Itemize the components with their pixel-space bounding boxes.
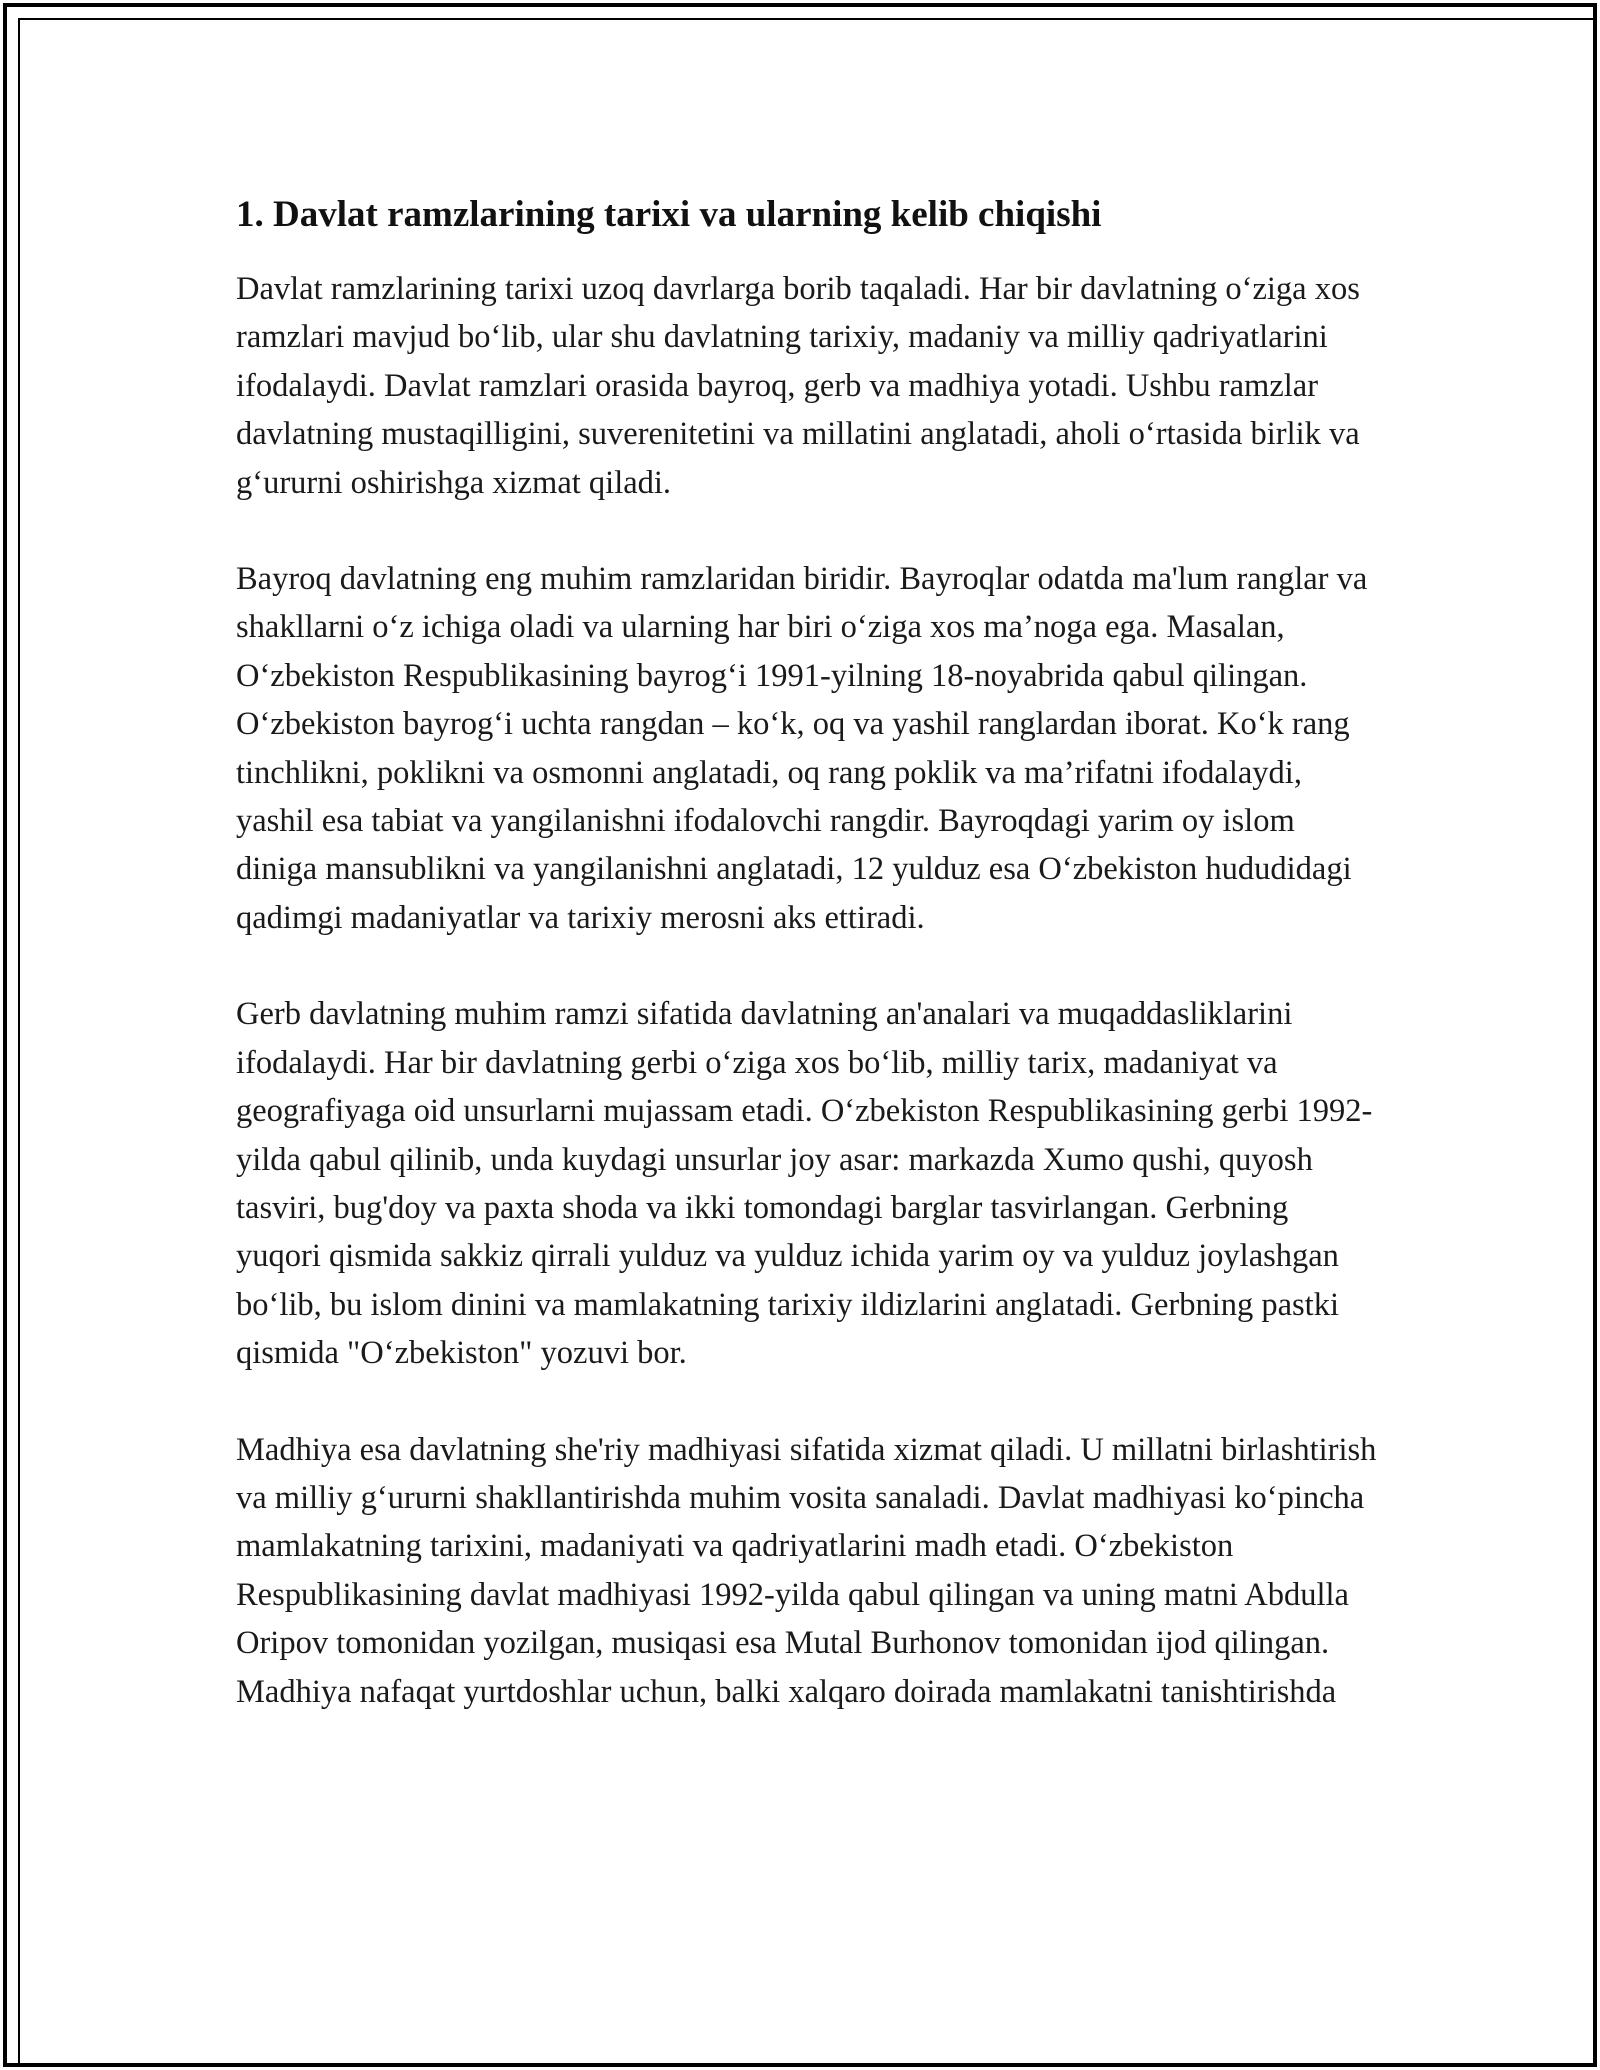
paragraph-flag: Bayroq davlatning eng muhim ramzlaridan biridir. Bayroqlar odatda ma'lum ranglar va shakllarni o‘z ichiga oladi va ularning har biri o‘ziga xos ma’noga ega. Masalan, O‘zbekiston Respublikasining bayrog‘i 1991-yilning 18-noyabrida qabul qilingan. O‘zbekiston bayrog‘i uchta rangdan – ko‘k, oq va yashil ranglardan iborat. Ko‘k rang tinchlikni, poklikni va osmonni anglatadi, oq rang poklik va ma’rifatni ifodalaydi, yashil esa tabiat va yangilanishni ifodalovchi rangdir. Bayroqdagi yarim oy islom diniga mansublikni va yangilanishni anglatadi, 12 yulduz esa O‘zbekiston hududidagi qadimgi madaniyatlar va tarixiy merosni aks ettiradi. — [236, 561, 1368, 936]
document-body — [236, 185, 1381, 1764]
section-heading: 1. Davlat ramzlarining tarixi va ularning kelib chiqishi — [236, 194, 1102, 235]
paragraph-intro: Davlat ramzlarining tarixi uzoq davrlarga borib taqaladi. Har bir davlatning o‘ziga xos ramzlari mavjud bo‘lib, ular shu davlatning tarixiy, madaniy va milliy qadriyatlarini ifodalaydi. Davlat ramzlari orasida bayroq, gerb va madhiya yotadi. Ushbu ramzlar davlatning mustaqilligini, suverenitetini va millatini anglatadi, aholi o‘rtasida birlik va g‘ururni oshirishga xizmat qiladi. — [236, 271, 1360, 501]
paragraph-emblem: Gerb davlatning muhim ramzi sifatida davlatning an'analari va muqaddasliklarini ifodalaydi. Har bir davlatning gerbi o‘ziga xos bo‘lib, milliy tarix, madaniyat va geografiyaga oid unsurlarni mujassam etadi. O‘zbekiston Respublikasining gerbi 1992-yilda qabul qilinib, unda kuydagi unsurlar joy asar: markazda Xumo qushi, quyosh tasviri, bug'doy va paxta shoda va ikki tomondagi barglar tasvirlangan. Gerbning yuqori qismida sakkiz qirrali yulduz va yulduz ichida yarim oy va yulduz joylashgan bo‘lib, bu islom dinini va mamlakatning tarixiy ildizlarini anglatadi. Gerbning pastki qismida "O‘zbekiston" yozuvi bor. — [236, 996, 1373, 1372]
paragraph-anthem: Madhiya esa davlatning she'riy madhiyasi sifatida xizmat qiladi. U millatni birlashtirish va milliy g‘ururni shakllantirishda muhim vosita sanaladi. Davlat madhiyasi ko‘pincha mamlakatning tarixini, madaniyati va qadriyatlarini madh etadi. O‘zbekiston Respublikasining davlat madhiyasi 1992-yilda qabul qilingan va uning matni Abdulla Oripov tomonidan yozilgan, musiqasi esa Mutal Burhonov tomonidan ijod qilingan. Madhiya nafaqat yurtdoshlar uchun, balki xalqaro doirada mamlakatni tanishtirishda — [236, 1431, 1377, 1710]
